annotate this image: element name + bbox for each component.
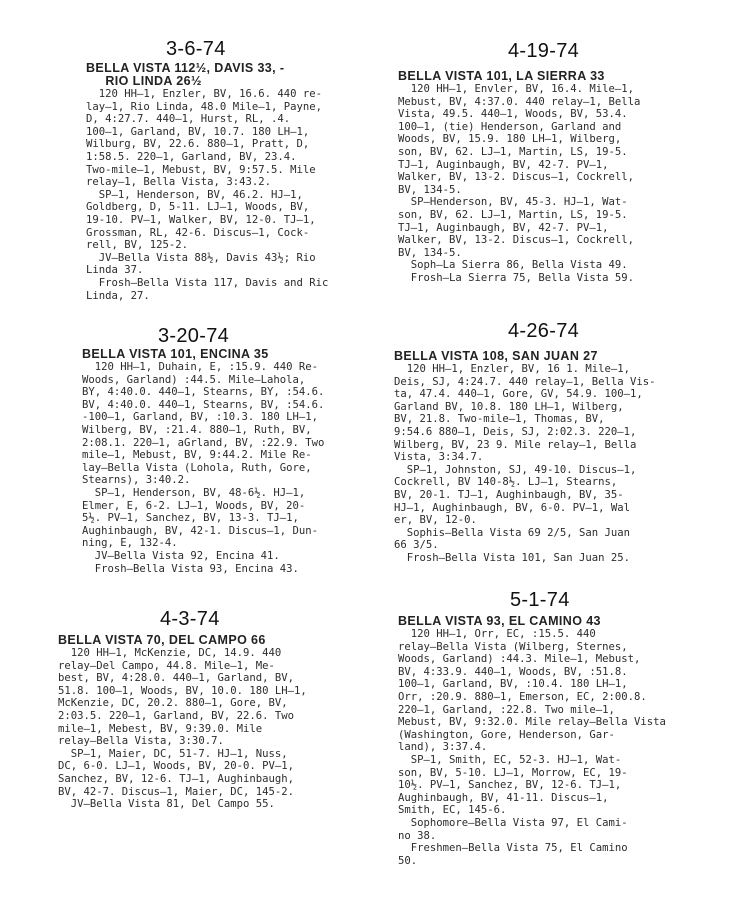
result-line: Mebust, BV, 9:32.0. Mile relay—Bella Vista [398,716,666,729]
result-line: 120 HH—1, McKenzie, DC, 14.9. 440 [58,647,282,659]
result-line: BY, 4:40.0. 440—1, Stearns, BY, :54.6. [82,386,325,399]
result-line: 100—1, Garland, BV, :10.4. 180 LH—1, [398,678,628,691]
result-line: Wilberg, BV, 23 9. Mile relay—1, Bella [394,438,637,451]
result-line: SP—1, Henderson, BV, 46.2. HJ—1, [86,188,303,201]
result-line: Aughinbaugh, BV, 41-11. Discus—1, [398,791,609,804]
meet-clipping [82,348,386,575]
result-line: SP—1, Johnston, SJ, 49-10. Discus—1, [394,463,637,476]
meet-results [86,88,386,302]
result-line: Walker, BV, 13-2. Discus—1, Cockrell, [398,171,634,184]
meet-headline [398,70,698,83]
headline-line: BELLA VISTA 112½, DAVIS 33, - [86,61,285,75]
meet-headline [398,615,698,628]
result-line: relay—Bella Vista, 3:30.7. [58,735,224,748]
result-line: 9:54.6 880—1, Deis, SJ, 2:02.3. 220—1, [394,425,637,438]
result-line: Cockrell, BV 140-8½. LJ—1, Stearns, [394,476,618,489]
result-line: JV—Bella Vista 88½, Davis 43½; Rio [86,251,316,264]
result-line: Frosh—Bella Vista 93, Encina 43. [82,562,299,575]
result-line: son, BV, 62. LJ—1, Martin, LS, 19-5. [398,145,628,158]
result-line: Woods, Garland) :44.5. Mile—Lahola, [82,373,306,386]
result-line: BV, 21.8. Two-mile—1, Thomas, BV, [394,413,605,426]
result-line: BV, 134-5. [398,246,462,259]
result-line: 1:58.5. 220—1, Garland, BV, 23.4. [86,150,297,163]
meet-date: 5-1-74 [510,589,570,611]
result-line: er, BV, 12-0. [394,514,477,527]
result-line: Orr, :20.9. 880—1, Emerson, EC, 2:00.8. [398,690,647,703]
meet-clipping [394,350,700,565]
result-line: relay—1, Bella Vista, 3:43.2. [86,176,271,189]
result-line: 100—1, (tie) Henderson, Garland and [398,120,622,133]
result-line: son, BV, 5-10. LJ—1, Morrow, EC, 19- [398,766,628,779]
result-line: 10½. PV—1, Sanchez, BV, 12-6. TJ—1, [398,779,622,792]
meet-date: 4-19-74 [508,40,580,62]
result-line: Freshmen—Bella Vista 75, El Camino [398,842,628,855]
result-line: D, 4:27.7. 440—1, Hurst, RL, .4. [86,113,291,126]
result-line: ta, 47.4. 440—1, Gore, GV, 54.9. 100—1, [394,388,643,401]
result-line: 120 HH—1, Enzler, BV, 16 1. Mile—1, [394,363,630,375]
headline-line: BELLA VISTA 93, EL CAMINO 43 [398,614,601,628]
result-line: mile—1, Mebest, BV, 9:39.0. Mile [58,722,263,735]
headline-line: BELLA VISTA 108, SAN JUAN 27 [394,349,598,363]
result-line: BV, 4:33.9. 440—1, Woods, BV, :51.8. [398,665,628,678]
result-line: 51.8. 100—1, Woods, BV, 10.0. 180 LH—1, [58,684,307,697]
result-line: BV, 20-1. TJ—1, Aughinbaugh, BV, 35- [394,488,624,501]
meet-clipping [58,634,394,811]
result-line: SP—1, Smith, EC, 52-3. HJ—1, Wat- [398,753,622,766]
result-line: DC, 6-0. LJ—1, Woods, BV, 20-0. PV—1, [58,760,294,773]
result-line: JV—Bella Vista 92, Encina 41. [82,549,280,562]
result-line: Elmer, E, 6-2. LJ—1, Woods, BV, 20- [82,499,306,512]
result-line: Deis, SJ, 4:24.7. 440 relay—1, Bella Vis- [394,375,656,388]
headline-line: RIO LINDA 26½ [86,74,202,88]
result-line: Stearns), 3:40.2. [82,474,191,487]
result-line: mile—1, Mebust, BV, 9:44.2. Mile Re- [82,449,312,462]
result-line: BV, 4:40.0. 440—1, Stearns, BV, :54.6. [82,398,325,411]
result-line: Sanchez, BV, 12-6. TJ—1, Aughinbaugh, [58,772,294,785]
result-line: McKenzie, DC, 20.2. 880—1, Gore, BV, [58,697,288,710]
result-line: Soph—La Sierra 86, Bella Vista 49. [398,259,628,272]
meet-headline [394,350,700,363]
meet-clipping [86,62,386,302]
result-line: 220—1, Garland, :22.8. Two mile—1, [398,703,615,716]
result-line: Wilburg, BV, 22.6. 880—1, Pratt, D, [86,138,310,151]
result-line: SP—1, Maier, DC, 51-7. HJ—1, Nuss, [58,747,288,760]
result-line: Linda, 27. [86,289,150,302]
result-line: Smith, EC, 145-6. [398,804,507,817]
result-line: Garland BV, 10.8. 180 LH—1, Wilberg, [394,400,624,413]
meet-date: 4-26-74 [508,320,580,342]
result-line: -100—1, Garland, BV, :10.3. 180 LH—1, [82,411,318,424]
result-line: Mebust, BV, 4:37.0. 440 relay—1, Bella [398,95,641,108]
result-line: (Washington, Gore, Henderson, Gar- [398,728,615,741]
result-line: Wilberg, BV, :21.4. 880—1, Ruth, BV, [82,423,312,436]
meet-headline [58,634,394,647]
meet-results [82,361,386,575]
result-line: HJ—1, Aughinbaugh, BV, 6-0. PV—1, Wal [394,501,630,514]
result-line: 66 3/5. [394,539,439,552]
meet-date: 3-20-74 [158,325,230,347]
meet-headline [82,348,386,361]
headline-line: BELLA VISTA 101, ENCINA 35 [82,347,269,361]
result-line: no 38. [398,829,437,842]
result-line: JV—Bella Vista 81, Del Campo 55. [58,798,275,811]
result-line: Woods, Garland) :44.3. Mile—1, Mebust, [398,653,641,666]
result-line: 120 HH—1, Orr, EC, :15.5. 440 [398,628,596,640]
result-line: 50. [398,854,418,867]
result-line: 5½. PV—1, Sanchez, BV, 13-3. TJ—1, [82,512,299,525]
result-line: 100—1, Garland, BV, 10.7. 180 LH—1, [86,125,310,138]
result-line: 120 HH—1, Duhain, E, :15.9. 440 Re- [82,361,318,373]
result-line: Walker, BV, 13-2. Discus—1, Cockrell, [398,234,634,247]
meet-results [58,647,394,811]
result-line: Aughinbaugh, BV, 42-1. Discus—1, Dun- [82,524,318,537]
meet-results [394,363,700,565]
result-line: Two-mile—1, Mebust, BV, 9:57.5. Mile [86,163,316,176]
result-line: Sophomore—Bella Vista 97, El Cami- [398,816,628,829]
result-line: TJ—1, Auginbaugh, BV, 42-7. PV—1, [398,221,609,234]
result-line: lay—Bella Vista (Lohola, Ruth, Gore, [82,461,312,474]
result-line: land), 3:37.4. [398,741,488,754]
result-line: 120 HH—1, Enzler, BV, 16.6. 440 re- [86,88,322,100]
result-line: Vista, 3:34.7. [394,451,484,464]
result-line: SP—1, Henderson, BV, 48-6½. HJ—1, [82,486,306,499]
meet-clipping [398,615,698,867]
result-line: lay—1, Rio Linda, 48.0 Mile—1, Payne, [86,100,322,113]
result-line: Goldberg, D, 5-11. LJ—1, Woods, BV, [86,201,310,214]
meet-clipping [398,70,698,285]
result-line: best, BV, 4:28.0. 440—1, Garland, BV, [58,672,294,685]
result-line: Woods, BV, 15.9. 180 LH—1, Wilberg, [398,133,622,146]
headline-line: BELLA VISTA 70, DEL CAMPO 66 [58,633,266,647]
result-line: 19-10. PV—1, Walker, BV, 12-0. TJ—1, [86,213,316,226]
result-line: Linda 37. [86,264,144,277]
result-line: BV, 42-7. Discus—1, Maier, DC, 145-2. [58,785,294,798]
result-line: Frosh—Bella Vista 117, Davis and Ric [86,276,329,289]
result-line: 2:08.1. 220—1, aGrland, BV, :22.9. Two [82,436,325,449]
meet-date: 4-3-74 [160,608,220,630]
result-line: TJ—1, Auginbaugh, BV, 42-7. PV—1, [398,158,609,171]
result-line: Vista, 49.5. 440—1, Woods, BV, 53.4. [398,108,628,121]
result-line: relay—Bella Vista (Wilberg, Sternes, [398,640,628,653]
result-line: ning, E, 132-4. [82,537,178,550]
result-line: 2:03.5. 220—1, Garland, BV, 22.6. Two [58,709,294,722]
result-line: Frosh—Bella Vista 101, San Juan 25. [394,551,630,564]
result-line: 120 HH—1, Envler, BV, 16.4. Mile—1, [398,83,634,95]
result-line: BV, 134-5. [398,183,462,196]
meet-date: 3-6-74 [166,38,226,60]
meet-headline [86,62,386,88]
result-line: Sophis—Bella Vista 69 2/5, San Juan [394,526,630,539]
result-line: relay—Del Campo, 44.8. Mile—1, Me- [58,659,275,672]
result-line: Grossman, RL, 42-6. Discus—1, Cock- [86,226,310,239]
headline-line: BELLA VISTA 101, LA SIERRA 33 [398,69,605,83]
result-line: son, BV, 62. LJ—1, Martin, LS, 19-5. [398,208,628,221]
meet-results [398,83,698,285]
result-line: rell, BV, 125-2. [86,239,189,252]
meet-results [398,628,698,867]
result-line: SP—Henderson, BV, 45-3. HJ—1, Wat- [398,196,628,209]
result-line: Frosh—La Sierra 75, Bella Vista 59. [398,271,634,284]
